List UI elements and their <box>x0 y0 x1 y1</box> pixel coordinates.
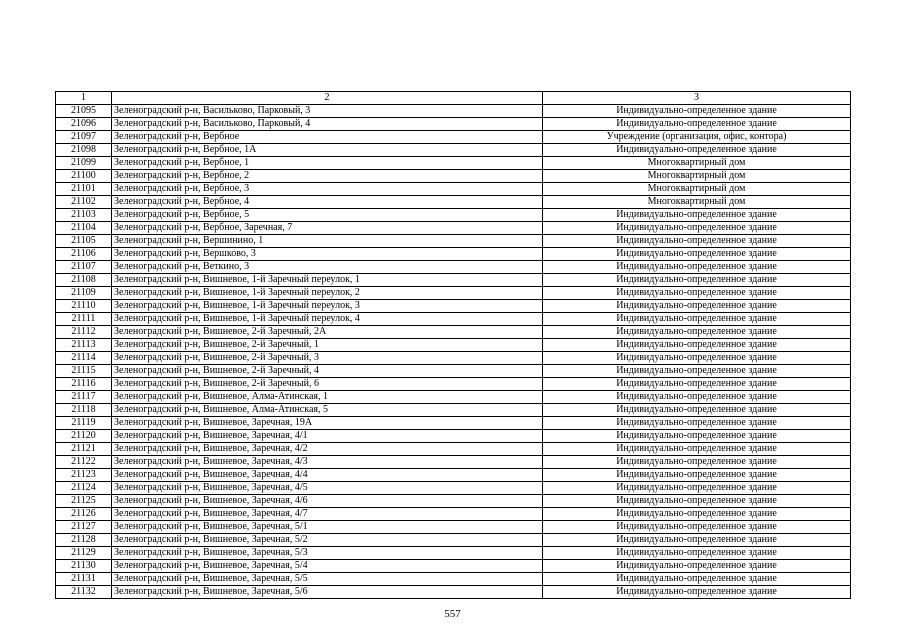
row-address: Зеленоградский р-н, Вишневое, Заречная, 4/6 <box>112 495 543 508</box>
row-object-type: Индивидуально-определенное здание <box>543 235 851 248</box>
row-object-type: Индивидуально-определенное здание <box>543 313 851 326</box>
table-row <box>56 131 851 144</box>
row-address: Зеленоградский р-н, Васильково, Парковый, 3 <box>112 105 543 118</box>
row-number: 21118 <box>56 404 112 417</box>
row-object-type: Индивидуально-определенное здание <box>543 430 851 443</box>
row-number: 21126 <box>56 508 112 521</box>
row-address: Зеленоградский р-н, Вишневое, Заречная, 4/4 <box>112 469 543 482</box>
row-address: Зеленоградский р-н, Вербное, 5 <box>112 209 543 222</box>
row-number: 21107 <box>56 261 112 274</box>
row-number: 21097 <box>56 131 112 144</box>
row-number: 21098 <box>56 144 112 157</box>
table-row <box>56 274 851 287</box>
row-object-type: Индивидуально-определенное здание <box>543 521 851 534</box>
table-row <box>56 352 851 365</box>
table-row <box>56 573 851 586</box>
row-address: Зеленоградский р-н, Вишневое, 1-й Заречный переулок, 2 <box>112 287 543 300</box>
row-address: Зеленоградский р-н, Вишневое, 2-й Заречный, 4 <box>112 365 543 378</box>
row-number: 21119 <box>56 417 112 430</box>
table-row <box>56 378 851 391</box>
row-address: Зеленоградский р-н, Вербное, 3 <box>112 183 543 196</box>
row-object-type: Индивидуально-определенное здание <box>543 456 851 469</box>
table-row <box>56 365 851 378</box>
row-object-type: Индивидуально-определенное здание <box>543 534 851 547</box>
table-row <box>56 170 851 183</box>
table-row <box>56 144 851 157</box>
row-address: Зеленоградский р-н, Вербное, Заречная, 7 <box>112 222 543 235</box>
row-number: 21108 <box>56 274 112 287</box>
row-object-type: Учреждение (организация, офис, контора) <box>543 131 851 144</box>
row-object-type: Индивидуально-определенное здание <box>543 391 851 404</box>
row-object-type: Индивидуально-определенное здание <box>543 547 851 560</box>
row-address: Зеленоградский р-н, Вишневое, Заречная, 5/3 <box>112 547 543 560</box>
row-object-type: Индивидуально-определенное здание <box>543 469 851 482</box>
row-number: 21115 <box>56 365 112 378</box>
table-header <box>56 92 851 105</box>
table-row <box>56 300 851 313</box>
row-number: 21129 <box>56 547 112 560</box>
row-object-type: Индивидуально-определенное здание <box>543 378 851 391</box>
table-row <box>56 248 851 261</box>
row-object-type: Индивидуально-определенное здание <box>543 404 851 417</box>
row-number: 21125 <box>56 495 112 508</box>
row-number: 21120 <box>56 430 112 443</box>
header-col-2: 2 <box>112 92 543 105</box>
table-row <box>56 196 851 209</box>
table-row <box>56 560 851 573</box>
row-number: 21122 <box>56 456 112 469</box>
header-col-3: 3 <box>543 92 851 105</box>
row-address: Зеленоградский р-н, Вишневое, 1-й Заречный переулок, 3 <box>112 300 543 313</box>
row-object-type: Многоквартирный дом <box>543 170 851 183</box>
table-row <box>56 209 851 222</box>
row-address: Зеленоградский р-н, Вербное, 4 <box>112 196 543 209</box>
table-row <box>56 287 851 300</box>
row-address: Зеленоградский р-н, Вишневое, Заречная, 19А <box>112 417 543 430</box>
table-row <box>56 521 851 534</box>
row-object-type: Индивидуально-определенное здание <box>543 118 851 131</box>
row-address: Зеленоградский р-н, Вишневое, 1-й Заречный переулок, 4 <box>112 313 543 326</box>
row-number: 21101 <box>56 183 112 196</box>
row-number: 21124 <box>56 482 112 495</box>
table-body <box>56 105 851 599</box>
row-address: Зеленоградский р-н, Вербное, 1 <box>112 157 543 170</box>
row-object-type: Индивидуально-определенное здание <box>543 222 851 235</box>
row-number: 21110 <box>56 300 112 313</box>
row-number: 21127 <box>56 521 112 534</box>
row-number: 21095 <box>56 105 112 118</box>
row-object-type: Индивидуально-определенное здание <box>543 105 851 118</box>
row-number: 21102 <box>56 196 112 209</box>
table-row <box>56 404 851 417</box>
row-address: Зеленоградский р-н, Вербное <box>112 131 543 144</box>
row-number: 21112 <box>56 326 112 339</box>
table-row <box>56 417 851 430</box>
row-address: Зеленоградский р-н, Вишневое, Заречная, 4/3 <box>112 456 543 469</box>
table-row <box>56 235 851 248</box>
row-number: 21123 <box>56 469 112 482</box>
row-number: 21113 <box>56 339 112 352</box>
row-address: Зеленоградский р-н, Вершинино, 1 <box>112 235 543 248</box>
row-number: 21100 <box>56 170 112 183</box>
header-col-1: 1 <box>56 92 112 105</box>
row-object-type: Индивидуально-определенное здание <box>543 326 851 339</box>
row-object-type: Индивидуально-определенное здание <box>543 573 851 586</box>
row-address: Зеленоградский р-н, Вишневое, Заречная, 5/1 <box>112 521 543 534</box>
row-number: 21104 <box>56 222 112 235</box>
row-address: Зеленоградский р-н, Вишневое, 1-й Заречный переулок, 1 <box>112 274 543 287</box>
row-number: 21121 <box>56 443 112 456</box>
table-row <box>56 326 851 339</box>
row-address: Зеленоградский р-н, Вишневое, Заречная, 4/7 <box>112 508 543 521</box>
row-object-type: Индивидуально-определенное здание <box>543 352 851 365</box>
row-address: Зеленоградский р-н, Вишневое, 2-й Заречный, 1 <box>112 339 543 352</box>
row-number: 21114 <box>56 352 112 365</box>
row-number: 21096 <box>56 118 112 131</box>
table-row <box>56 118 851 131</box>
row-address: Зеленоградский р-н, Вершково, 3 <box>112 248 543 261</box>
row-object-type: Индивидуально-определенное здание <box>543 508 851 521</box>
row-object-type: Индивидуально-определенное здание <box>543 417 851 430</box>
row-object-type: Индивидуально-определенное здание <box>543 495 851 508</box>
table-row <box>56 222 851 235</box>
table-row <box>56 430 851 443</box>
row-address: Зеленоградский р-н, Вишневое, Алма-Атинская, 5 <box>112 404 543 417</box>
row-object-type: Индивидуально-определенное здание <box>543 586 851 599</box>
row-address: Зеленоградский р-н, Вишневое, Заречная, 5/4 <box>112 560 543 573</box>
row-number: 21116 <box>56 378 112 391</box>
row-address: Зеленоградский р-н, Веткино, 3 <box>112 261 543 274</box>
table-row <box>56 339 851 352</box>
row-object-type: Индивидуально-определенное здание <box>543 339 851 352</box>
table-row <box>56 391 851 404</box>
table-row <box>56 586 851 599</box>
table-row <box>56 469 851 482</box>
row-address: Зеленоградский р-н, Вишневое, Заречная, 4/2 <box>112 443 543 456</box>
table-row <box>56 443 851 456</box>
table-row <box>56 495 851 508</box>
row-address: Зеленоградский р-н, Вербное, 2 <box>112 170 543 183</box>
row-object-type: Индивидуально-определенное здание <box>543 144 851 157</box>
row-number: 21111 <box>56 313 112 326</box>
row-address: Зеленоградский р-н, Вербное, 1А <box>112 144 543 157</box>
registry-table <box>55 91 851 599</box>
row-object-type: Многоквартирный дом <box>543 196 851 209</box>
row-object-type: Индивидуально-определенное здание <box>543 287 851 300</box>
header-row <box>56 92 851 105</box>
row-object-type: Индивидуально-определенное здание <box>543 261 851 274</box>
row-address: Зеленоградский р-н, Вишневое, Алма-Атинская, 1 <box>112 391 543 404</box>
row-object-type: Индивидуально-определенное здание <box>543 300 851 313</box>
page-number: 557 <box>444 608 461 620</box>
row-address: Зеленоградский р-н, Вишневое, Заречная, 5/2 <box>112 534 543 547</box>
row-number: 21103 <box>56 209 112 222</box>
table-row <box>56 547 851 560</box>
row-address: Зеленоградский р-н, Вишневое, Заречная, 4/5 <box>112 482 543 495</box>
row-object-type: Индивидуально-определенное здание <box>543 209 851 222</box>
table-row <box>56 105 851 118</box>
row-number: 21131 <box>56 573 112 586</box>
row-object-type: Индивидуально-определенное здание <box>543 560 851 573</box>
row-number: 21117 <box>56 391 112 404</box>
table-row <box>56 157 851 170</box>
row-address: Зеленоградский р-н, Вишневое, 2-й Заречный, 6 <box>112 378 543 391</box>
table-row <box>56 508 851 521</box>
row-address: Зеленоградский р-н, Вишневое, Заречная, 5/5 <box>112 573 543 586</box>
row-address: Зеленоградский р-н, Вишневое, Заречная, 4/1 <box>112 430 543 443</box>
table-row <box>56 482 851 495</box>
row-object-type: Индивидуально-определенное здание <box>543 482 851 495</box>
row-object-type: Индивидуально-определенное здание <box>543 365 851 378</box>
row-address: Зеленоградский р-н, Васильково, Парковый, 4 <box>112 118 543 131</box>
table-row <box>56 534 851 547</box>
row-number: 21128 <box>56 534 112 547</box>
row-address: Зеленоградский р-н, Вишневое, 2-й Заречный, 3 <box>112 352 543 365</box>
row-number: 21132 <box>56 586 112 599</box>
row-number: 21130 <box>56 560 112 573</box>
row-object-type: Индивидуально-определенное здание <box>543 248 851 261</box>
row-object-type: Многоквартирный дом <box>543 183 851 196</box>
row-number: 21109 <box>56 287 112 300</box>
table-row <box>56 183 851 196</box>
row-number: 21105 <box>56 235 112 248</box>
table-row <box>56 313 851 326</box>
row-address: Зеленоградский р-н, Вишневое, Заречная, 5/6 <box>112 586 543 599</box>
row-number: 21099 <box>56 157 112 170</box>
table-row <box>56 456 851 469</box>
table-row <box>56 261 851 274</box>
row-object-type: Многоквартирный дом <box>543 157 851 170</box>
row-object-type: Индивидуально-определенное здание <box>543 274 851 287</box>
row-object-type: Индивидуально-определенное здание <box>543 443 851 456</box>
row-number: 21106 <box>56 248 112 261</box>
row-address: Зеленоградский р-н, Вишневое, 2-й Заречный, 2А <box>112 326 543 339</box>
